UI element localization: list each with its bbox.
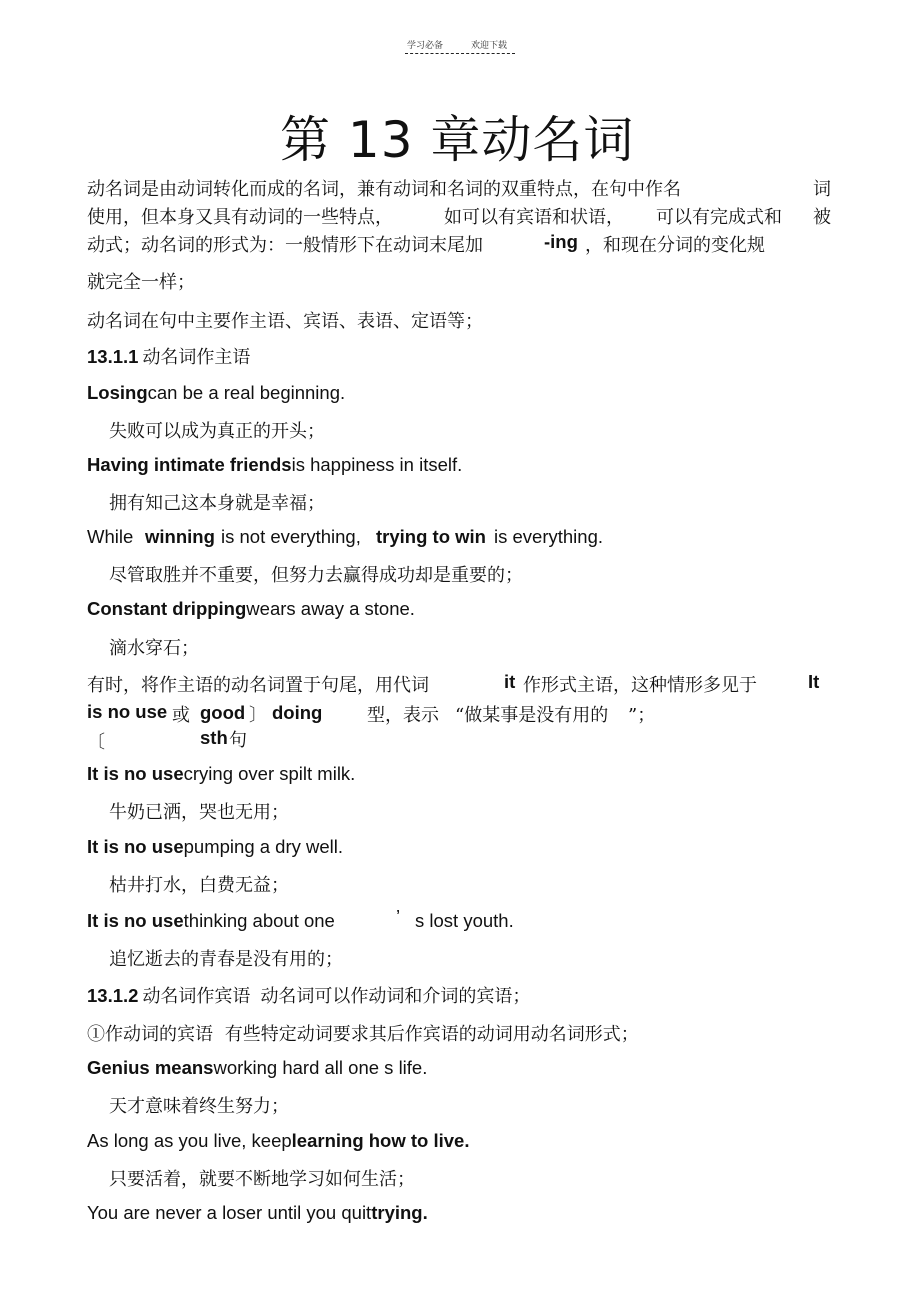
example-3-d: trying to win [376,526,486,547]
example-7-apostrophe: ’ [396,906,401,927]
it-note-m: 〔 [87,732,105,753]
it-note-g: good [200,702,246,723]
example-10 [87,1202,428,1224]
example-bold: Constant dripping [87,598,247,619]
intro-line-2a: 使用，但本身又具有动词的一些特点， [87,207,393,228]
intro-line-2c: 可以有完成式和 [656,207,782,228]
intro-line-1: 动名词是由动词转化而成的名词，兼有动词和名词的双重特点，在句中作名 [87,179,681,200]
example-3-c: is not everything, [221,526,361,547]
example-3-b: winning [145,526,215,547]
example-7 [87,910,335,932]
it-note-i: doing [272,702,323,723]
section-13-1-1 [87,343,250,369]
it-note-d: It [808,671,820,692]
example-5 [87,763,355,785]
example-3-e: is everything. [494,526,603,547]
intro-line-3b: -ing [544,231,578,252]
section-13-1-2 [87,982,530,1008]
intro-line-1-end: 词 [813,179,831,200]
example-3-translation: 尽管取胜并不重要，但努力去赢得成功却是重要的； [109,565,523,586]
example-bold: It is no use [87,910,184,931]
intro-line-2b: 如可以有宾语和状语， [444,207,624,228]
header-right: 欢迎下载 [471,41,508,51]
section-number: 13.1.2 [87,985,139,1006]
example-text: pumping a dry well. [183,836,344,857]
it-note-f: 或 [172,705,190,726]
example-text: working hard all one s life. [213,1057,428,1078]
it-note-b: it [504,671,516,692]
example-8 [87,1057,427,1079]
intro-line-4: 就完全一样； [87,272,195,293]
verb-object-text: 有些特定动词要求其后作宾语的动词用动名词形式； [224,1024,639,1045]
intro-line-3a: 动式；动名词的形式为：一般情形下在动词末尾加 [87,235,483,256]
example-7-translation: 追忆逝去的青春是没有用的； [109,949,343,970]
it-note-c: 作形式主语，这种情形多见于 [523,675,757,696]
example-text: You are never a loser until you quit [87,1202,372,1223]
section-description: 动名词可以作动词和介词的宾语； [260,986,531,1007]
intro-line-2d: 被 [813,207,831,228]
example-5-translation: 牛奶已洒，哭也无用； [109,802,289,823]
example-bold: It is no use [87,836,184,857]
example-9 [87,1130,469,1152]
example-text: can be a real beginning. [147,382,346,403]
section-heading: 动名词作宾语 [142,986,251,1007]
example-bold: Having intimate friends [87,454,292,475]
example-1-translation: 失败可以成为真正的开头； [109,421,325,442]
header-divider [405,53,515,54]
it-note-l: ”； [628,705,656,726]
example-text: thinking about one [183,910,335,931]
example-text: crying over spilt milk. [183,763,356,784]
it-note-j: 型，表示 [367,705,439,726]
example-7-tail: s lost youth. [415,910,514,931]
example-bold: learning how to live. [291,1130,470,1151]
it-note-a: 有时，将作主语的动名词置于句尾，用代词 [87,675,429,696]
example-text: wears away a stone. [246,598,415,619]
example-2 [87,454,462,476]
example-text: As long as you live, keep [87,1130,292,1151]
it-note-e: is no use [87,701,168,722]
section-heading: 动名词作主语 [142,347,251,368]
example-bold: Losing [87,382,148,403]
it-note-n: sth [200,727,228,748]
example-1 [87,382,345,404]
intro-line-3c: ，和现在分词的变化规 [585,235,765,256]
example-bold: Genius means [87,1057,214,1078]
it-note-k: “做某事是没有用的 [455,705,609,726]
verb-object-note [87,1020,639,1046]
example-9-translation: 只要活着，就要不断地学习如何生活； [109,1169,415,1190]
it-note-h: 〕 [249,705,267,726]
example-8-translation: 天才意味着终生努力； [109,1096,289,1117]
example-4-translation: 滴水穿石； [109,638,199,659]
example-bold: It is no use [87,763,184,784]
header-left: 学习必备 [407,41,444,51]
example-6-translation: 枯井打水，白费无益； [109,875,289,896]
it-note-o: 句 [229,730,247,751]
page-title: 第 13 章动名词 [280,111,635,169]
example-3-a: While [87,526,134,547]
functions-line: 动名词在句中主要作主语、宾语、表语、定语等； [87,311,483,332]
example-4 [87,598,415,620]
example-text: is happiness in itself. [291,454,463,475]
example-6 [87,836,343,858]
example-bold: trying. [371,1202,428,1223]
example-2-translation: 拥有知己这本身就是幸福； [109,493,325,514]
verb-object-heading: ①作动词的宾语 [87,1024,213,1045]
section-number: 13.1.1 [87,346,139,367]
